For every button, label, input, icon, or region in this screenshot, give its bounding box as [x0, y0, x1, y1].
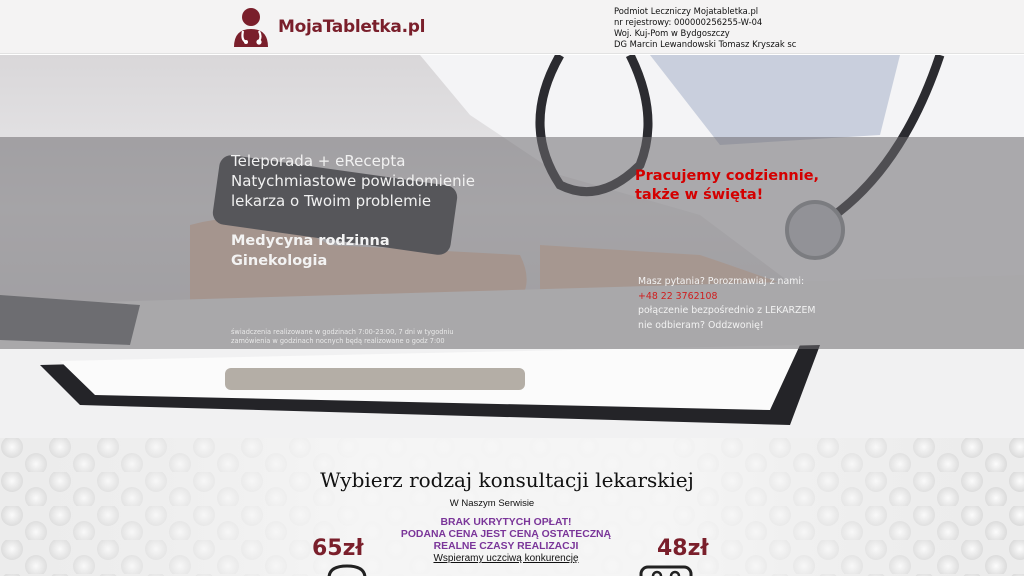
price-consultation-right[interactable]: 48zł	[657, 536, 709, 561]
company-info	[614, 6, 796, 50]
fair-competition-link[interactable]: Wspieramy uczciwą konkurencję	[433, 553, 579, 564]
contact-callback: nie odbieram? Oddzwonię!	[638, 319, 764, 331]
company-line: nr rejestrowy: 000000256255-W-04	[614, 17, 763, 27]
contact-question: Masz pytania? Porozmawiaj z nami:	[638, 276, 805, 287]
open-daily-notice	[635, 167, 819, 205]
services-block	[231, 151, 475, 271]
specialty-family-medicine: Medycyna rodzinna	[231, 233, 390, 249]
specialty-gynecology: Ginekologia	[231, 253, 328, 269]
section-title: Wybierz rodzaj konsultacji lekarskiej	[320, 468, 694, 492]
hero-banner	[0, 55, 1024, 438]
phone-link[interactable]: +48 22 3762108	[638, 290, 718, 302]
daily-line: także w święta!	[635, 187, 764, 203]
company-line: Podmiot Leczniczy Mojatabletka.pl	[614, 6, 759, 16]
section-subtitle: W Naszym Serwisie	[449, 498, 535, 509]
promo-block	[384, 517, 628, 565]
promo-line: PODANA CENA JEST CENĄ OSTATECZNĄ	[400, 529, 612, 540]
price-consultation-left[interactable]: 65zł	[312, 536, 364, 561]
site-header	[0, 0, 1024, 54]
hours-line: świadczenia realizowane w godzinach 7:00-23:00, 7 dni w tygodniu	[231, 328, 454, 336]
contact-block	[638, 275, 815, 333]
company-line: DG Marcin Lewandowski Tomasz Kryszak sc	[614, 39, 797, 49]
service-line: Natychmiastowe powiadomienie	[231, 172, 475, 190]
logo-doctor-icon	[232, 7, 270, 47]
daily-line: Pracujemy codziennie,	[635, 168, 820, 184]
hours-line: zamówienia w godzinach nocnych będą realizowane o godz 7:00	[231, 336, 445, 345]
promo-line: BRAK UKRYTYCH OPŁAT!	[440, 517, 572, 528]
promo-line: REALNE CZASY REALIZACJI	[433, 541, 579, 552]
stethoscope-icon[interactable]	[326, 564, 368, 576]
service-line: lekarza o Twoim problemie	[231, 192, 432, 210]
contact-direct: połączenie bezpośrednio z LEKARZEM	[638, 305, 816, 316]
site-logo[interactable]	[232, 7, 425, 47]
service-line: Teleporada + eRecepta	[231, 152, 406, 170]
service-hours-note	[231, 328, 454, 345]
hero-overlay-band	[0, 137, 1024, 349]
company-line: Woj. Kuj-Pom w Bydgoszczy	[614, 28, 730, 38]
logo-text: MojaTabletka.pl	[278, 17, 426, 37]
chat-icon[interactable]	[639, 564, 693, 576]
consultation-section	[0, 438, 1024, 576]
